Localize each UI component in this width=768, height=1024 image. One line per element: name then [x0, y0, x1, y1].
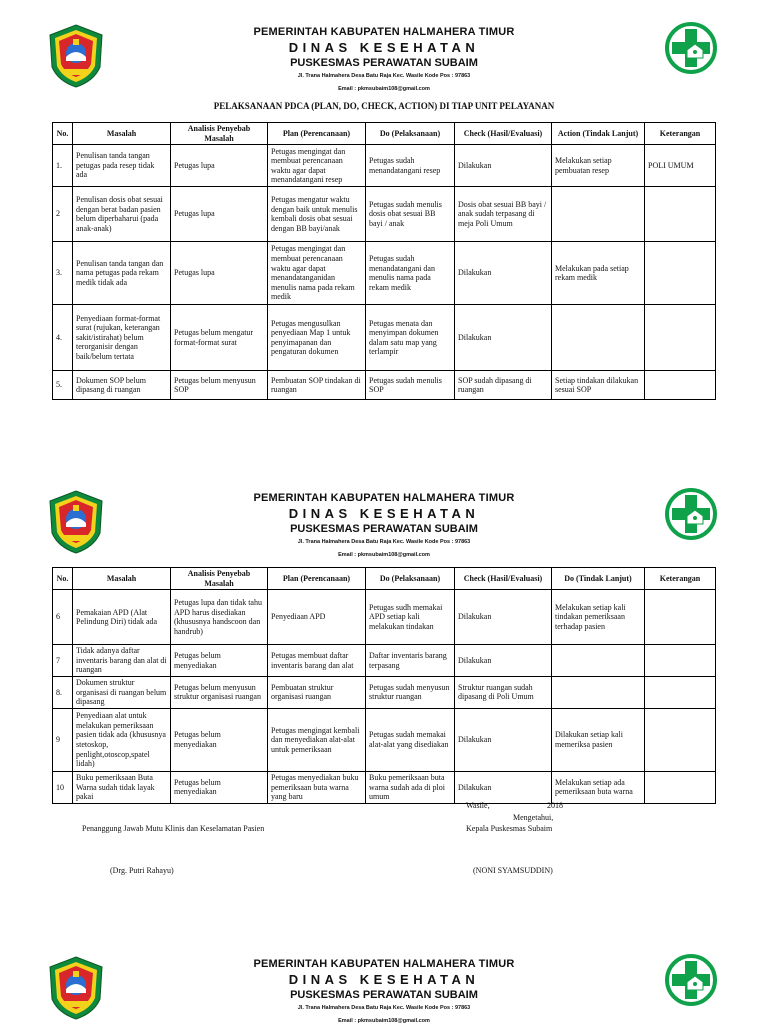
cell-action — [552, 187, 645, 242]
cell-keterangan — [645, 590, 716, 645]
header-analisis: Analisis Penyebab Masalah — [171, 123, 268, 145]
letterhead-dinas: DINAS KESEHATAN — [288, 40, 480, 55]
puskesmas-cross-icon — [663, 20, 719, 76]
cell-check: Dilakukan — [455, 590, 552, 645]
table-row — [53, 187, 716, 242]
cell-no: 9 — [53, 708, 73, 771]
cell-check: Dilakukan — [455, 145, 552, 187]
letterhead-email: Email : pkmsubaim108@gmail.com — [338, 1018, 430, 1024]
header-do: Do (Pelaksanaan) — [366, 123, 455, 145]
table-row — [53, 371, 716, 400]
header-do: Do (Pelaksanaan) — [366, 568, 455, 590]
header-check: Check (Hasil/Evaluasi) — [455, 568, 552, 590]
cell-plan: Petugas mengingat dan membuat perencanaan waktu agar dapat menandatangani resep — [268, 145, 366, 187]
cell-masalah: Dokumen SOP belum dipasang di ruangan — [73, 371, 171, 400]
header-no: No. — [53, 568, 73, 590]
table-row — [53, 708, 716, 771]
table-row — [53, 676, 716, 708]
cell-action — [552, 305, 645, 371]
cell-analisis: Petugas belum menyusun struktur organisasi ruangan — [171, 676, 268, 708]
letterhead-dinas: DINAS KESEHATAN — [288, 972, 480, 987]
signature-year: 2018 — [547, 801, 563, 810]
cell-do: Petugas sudah memakai alat-alat yang disediakan — [366, 708, 455, 771]
letterhead-address: Jl. Trana Halmahera Desa Batu Raja Kec. Wasile Kode Pos : 97863 — [297, 539, 471, 545]
cell-masalah: Dokumen struktur organisasi di ruangan belum dipasang — [73, 676, 171, 708]
cell-no: 8. — [53, 676, 73, 708]
header-action: Action (Tindak Lanjut) — [552, 123, 645, 145]
header-masalah: Masalah — [73, 123, 171, 145]
letterhead-gov: PEMERINTAH KABUPATEN HALMAHERA TIMUR — [253, 958, 515, 970]
cell-do: Petugas sudah menandatangani dan menulis nama pada rekam medik — [366, 242, 455, 305]
cell-no: 3. — [53, 242, 73, 305]
cell-no: 10 — [53, 771, 73, 803]
puskesmas-cross-icon — [663, 952, 719, 1008]
table-row — [53, 645, 716, 677]
cell-tindak-lanjut: Melakukan setiap ada pemeriksaan buta warna — [552, 771, 645, 803]
cell-do: Petugas sudah menulis dosis obat sesuai BB bayi / anak — [366, 187, 455, 242]
letterhead-puskesmas: PUSKESMAS PERAWATAN SUBAIM — [290, 57, 478, 69]
letterhead-puskesmas: PUSKESMAS PERAWATAN SUBAIM — [290, 989, 478, 1001]
cell-do: Petugas sudah menyusun struktur ruangan — [366, 676, 455, 708]
puskesmas-cross-icon — [663, 486, 719, 542]
cell-keterangan — [645, 187, 716, 242]
cell-do: Petugas sudah menulis SOP — [366, 371, 455, 400]
cell-plan: Petugas mengatur waktu dengan baik untuk menulis kembali dosis obat sesuai dengan BB bayi/anak — [268, 187, 366, 242]
cell-no: 4. — [53, 305, 73, 371]
header-plan: Plan (Perencanaan) — [268, 123, 366, 145]
cell-plan: Petugas mengusulkan penyediaan Map 1 untuk penyimapanan dan pengaturan dokumen — [268, 305, 366, 371]
cell-keterangan — [645, 676, 716, 708]
cell-analisis: Petugas belum menyediakan — [171, 645, 268, 677]
cell-analisis: Petugas lupa — [171, 242, 268, 305]
signature-left-name: (Drg. Putri Rahayu) — [110, 866, 174, 875]
cell-analisis: Petugas belum menyediakan — [171, 708, 268, 771]
header-masalah: Masalah — [73, 568, 171, 590]
cell-action: Melakukan pada setiap rekam medik — [552, 242, 645, 305]
cell-do: Petugas sudah menandatangani resep — [366, 145, 455, 187]
cell-analisis: Petugas belum menyediakan — [171, 771, 268, 803]
table-row — [53, 590, 716, 645]
cell-analisis: Petugas lupa dan tidak tahu APD harus disediakan (khususnya handscoon dan handrub) — [171, 590, 268, 645]
cell-keterangan — [645, 708, 716, 771]
cell-plan: Penyediaan APD — [268, 590, 366, 645]
signature-acknowledged: Mengetahui, — [513, 813, 554, 822]
cell-masalah: Penyediaan format-format surat (rujukan, keterangan sakit/istirahat) belum terorganisir dengan baik/belum tertata — [73, 305, 171, 371]
cell-no: 6 — [53, 590, 73, 645]
cell-plan: Petugas mengingat kembali dan menyediakan alat-alat untuk pemeriksaan — [268, 708, 366, 771]
cell-check: Dilakukan — [455, 242, 552, 305]
header-no: No. — [53, 123, 73, 145]
cell-do: Daftar inventaris barang terpasang — [366, 645, 455, 677]
pdca-table-2 — [52, 567, 716, 804]
cell-analisis: Petugas lupa — [171, 145, 268, 187]
letterhead-3 — [0, 958, 768, 1024]
letterhead-puskesmas: PUSKESMAS PERAWATAN SUBAIM — [290, 523, 478, 535]
header-plan: Plan (Perencanaan) — [268, 568, 366, 590]
cell-masalah: Penyediaan alat untuk melakukan pemeriksaan pasien tidak ada (khususnya stetoskop, penlight,otoscop,spatel lidah) — [73, 708, 171, 771]
letterhead-dinas: DINAS KESEHATAN — [288, 506, 480, 521]
letterhead-gov: PEMERINTAH KABUPATEN HALMAHERA TIMUR — [253, 492, 515, 504]
table-row — [53, 145, 716, 187]
table-header-row — [53, 123, 716, 145]
pdca-table-1 — [52, 122, 716, 400]
cell-masalah: Tidak adanya daftar inventaris barang dan alat di ruangan — [73, 645, 171, 677]
letterhead-gov: PEMERINTAH KABUPATEN HALMAHERA TIMUR — [253, 26, 515, 38]
cell-do: Petugas menata dan menyimpan dokumen dalam satu map yang terlampir — [366, 305, 455, 371]
cell-analisis: Petugas lupa — [171, 187, 268, 242]
cell-keterangan — [645, 645, 716, 677]
cell-tindak-lanjut: Dilakukan setiap kali memeriksa pasien — [552, 708, 645, 771]
cell-no: 1. — [53, 145, 73, 187]
cell-plan: Pembuatan SOP tindakan di ruangan — [268, 371, 366, 400]
cell-action: Setiap tindakan dilakukan sesuai SOP — [552, 371, 645, 400]
cell-masalah: Penulisan tanda tangan petugas pada resep tidak ada — [73, 145, 171, 187]
cell-plan: Petugas mengingat dan membuat perencanaan waktu agar dapat menandatanganidan menulis nama pada rekam medik — [268, 242, 366, 305]
cell-keterangan — [645, 371, 716, 400]
letterhead-address: Jl. Trana Halmahera Desa Batu Raja Kec. Wasile Kode Pos : 97863 — [297, 73, 471, 79]
cell-check: Dilakukan — [455, 708, 552, 771]
letterhead-email: Email : pkmsubaim108@gmail.com — [338, 86, 430, 92]
cell-action: Melakukan setiap pembuatan resep — [552, 145, 645, 187]
cell-do: Petugas sudh memakai APD setiap kali melakukan tindakan — [366, 590, 455, 645]
cell-plan: Petugas menyediakan buku pemeriksaan buta warna yang baru — [268, 771, 366, 803]
signature-head-title: Kepala Puskesmas Subaim — [466, 824, 553, 833]
cell-tindak-lanjut — [552, 645, 645, 677]
cell-check: Dilakukan — [455, 645, 552, 677]
cell-masalah: Pemakaian APD (Alat Pelindung Diri) tidak ada — [73, 590, 171, 645]
cell-no: 5. — [53, 371, 73, 400]
cell-no: 2 — [53, 187, 73, 242]
header-keterangan: Keterangan — [645, 568, 716, 590]
document-title: PELAKSANAAN PDCA (PLAN, DO, CHECK, ACTION) DI TIAP UNIT PELAYANAN — [213, 101, 555, 111]
header-tindak-lanjut: Do (Tindak Lanjut) — [552, 568, 645, 590]
cell-check: Dosis obat sesuai BB bayi / anak sudah terpasang di meja Poli Umum — [455, 187, 552, 242]
cell-check: SOP sudah dipasang di ruangan — [455, 371, 552, 400]
cell-plan: Pembuatan struktur organisasi ruangan — [268, 676, 366, 708]
letterhead-email: Email : pkmsubaim108@gmail.com — [338, 552, 430, 558]
cell-keterangan — [645, 771, 716, 803]
table-header-row — [53, 568, 716, 590]
cell-masalah: Penulisan tanda tangan dan nama petugas pada rekam medik tidak ada — [73, 242, 171, 305]
cell-analisis: Petugas belum mengatur format-format surat — [171, 305, 268, 371]
table-row — [53, 305, 716, 371]
cell-masalah: Penulisan dosis obat sesuai dengan berat badan pasien belum diperbaharui (pada anak-anak) — [73, 187, 171, 242]
signature-left-title: Penanggung Jawab Mutu Klinis dan Keselamatan Pasien — [82, 824, 265, 833]
cell-check: Dilakukan — [455, 771, 552, 803]
cell-keterangan — [645, 242, 716, 305]
cell-tindak-lanjut: Melakukan setiap kali tindakan pemeriksaan terhadap pasien — [552, 590, 645, 645]
table-row — [53, 771, 716, 803]
cell-check: Struktur ruangan sudah dipasang di Poli Umum — [455, 676, 552, 708]
cell-masalah: Buku pemeriksaan Buta Warna sudah tidak layak pakai — [73, 771, 171, 803]
signature-right-name: (NONI SYAMSUDDIN) — [473, 866, 553, 875]
header-analisis: Analisis Penyebab Masalah — [171, 568, 268, 590]
cell-plan: Petugas membuat daftar inventaris barang dan alat — [268, 645, 366, 677]
cell-no: 7 — [53, 645, 73, 677]
cell-analisis: Petugas belum menyusun SOP — [171, 371, 268, 400]
letterhead-address: Jl. Trana Halmahera Desa Batu Raja Kec. Wasile Kode Pos : 97863 — [297, 1005, 471, 1011]
signature-place: Wasile, — [466, 801, 490, 810]
cell-tindak-lanjut — [552, 676, 645, 708]
cell-check: Dilakukan — [455, 305, 552, 371]
header-check: Check (Hasil/Evaluasi) — [455, 123, 552, 145]
cell-do: Buku pemeriksaan buta warna sudah ada di ploi umum — [366, 771, 455, 803]
cell-keterangan: POLI UMUM — [645, 145, 716, 187]
cell-keterangan — [645, 305, 716, 371]
table-row — [53, 242, 716, 305]
header-keterangan: Keterangan — [645, 123, 716, 145]
